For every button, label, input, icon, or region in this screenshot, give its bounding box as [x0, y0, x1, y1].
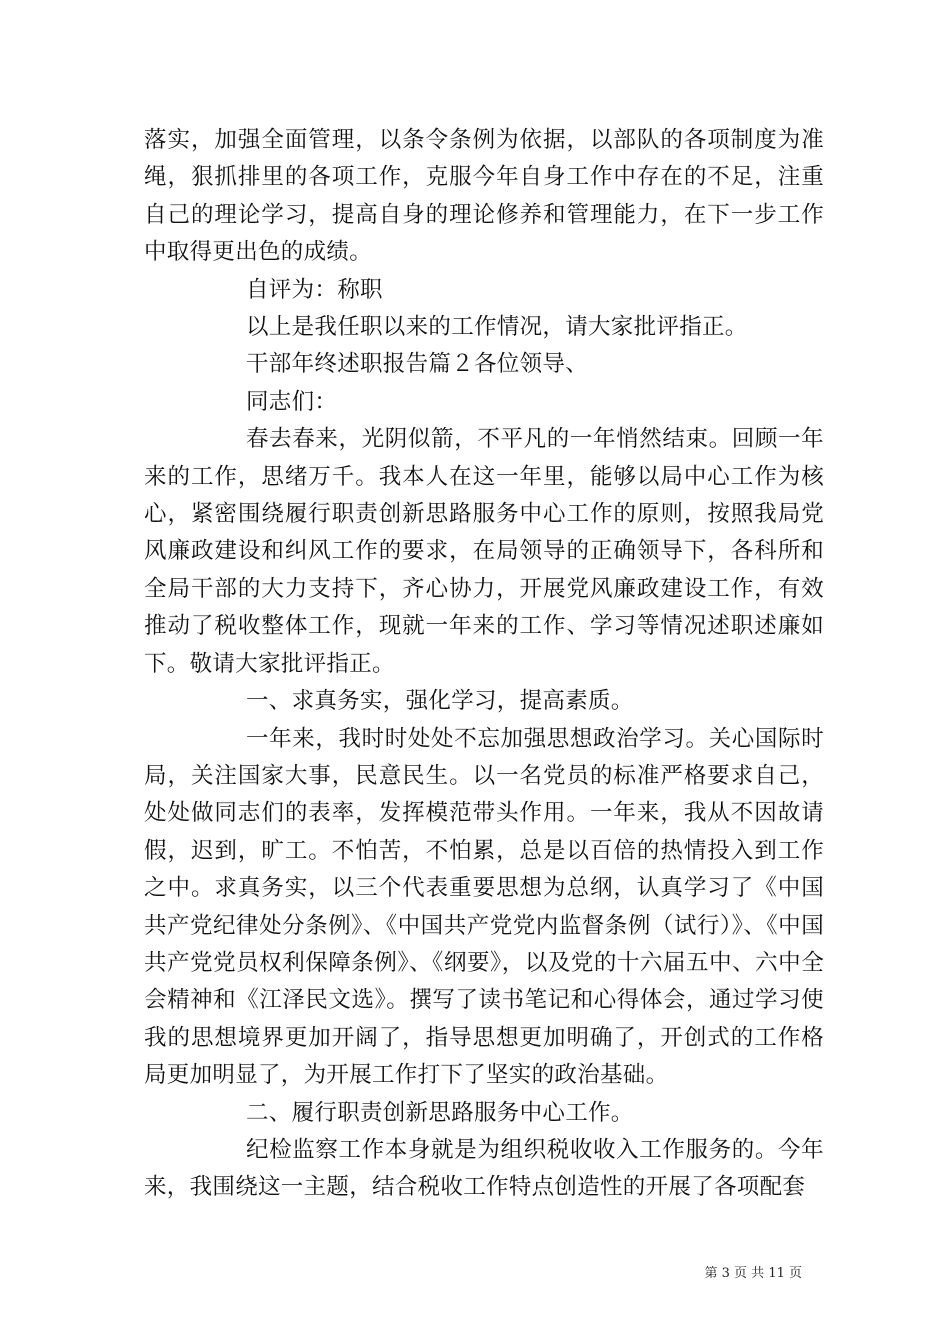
- paragraph: 以上是我任职以来的工作情况，请大家批评指正。: [246, 314, 748, 341]
- report-title-line: 干部年终述职报告篇２各位领导、: [246, 351, 589, 378]
- paragraph: 落实，加强全面管理，以条令条例为依据，以部队的各项制度为准绳，狠抓排里的各项工作，克服今年自身工作中存在的不足，注重自己的理论学习，提高自身的理论修养和管理能力，在下一步工作中取得更出色的成绩。: [144, 127, 824, 266]
- body-text: [144, 122, 824, 1207]
- paragraph: 春去春来，光阴似箭，不平凡的一年悄然结束。回顾一年来的工作，思绪万千。我本人在这一年里，能够以局中心工作为核心，紧密围绕履行职责创新思路服务中心工作的原则，按照我局党风廉政建设和纠风工作的要求，在局领导的正确领导下，各科所和全局干部的大力支持下，齐心协力，开展党风廉政建设工作，有效推动了税收整体工作，现就一年来的工作、学习等情况述职述廉如下。敬请大家批评指正。: [144, 426, 824, 677]
- page-number: 第 3 页 共 11 页: [704, 1266, 802, 1281]
- self-evaluation: 自评为：称职: [246, 276, 383, 303]
- paragraph: 纪检监察工作本身就是为组织税收收入工作服务的。今年来，我围绕这一主题，结合税收工作特点创造性的开展了各项配套: [144, 1136, 824, 1201]
- paragraph: 一年来，我时时处处不忘加强思想政治学习。关心国际时局，关注国家大事，民意民生。以一名党员的标准严格要求自己，处处做同志们的表率，发挥模范带头作用。一年来，我从不因故请假，迟到，旷工。不怕苦，不怕累，总是以百倍的热情投入到工作之中。求真务实，以三个代表重要思想为总纲，认真学习了《中国共产党纪律处分条例》、《中国共产党党内监督条例（试行）》、《中国共产党党员权利保障条例》、《纲要》，以及党的十六届五中、六中全会精神和《江泽民文选》。撰写了读书笔记和心得体会，通过学习使我的思想境界更加开阔了，指导思想更加明确了，开创式的工作格局更加明显了，为开展工作打下了坚实的政治基础。: [144, 725, 824, 1089]
- salutation: 同志们：: [246, 388, 338, 415]
- section-heading-1: 一、求真务实，强化学习，提高素质。: [246, 688, 634, 715]
- section-heading-2: 二、履行职责创新思路服务中心工作。: [246, 1099, 634, 1126]
